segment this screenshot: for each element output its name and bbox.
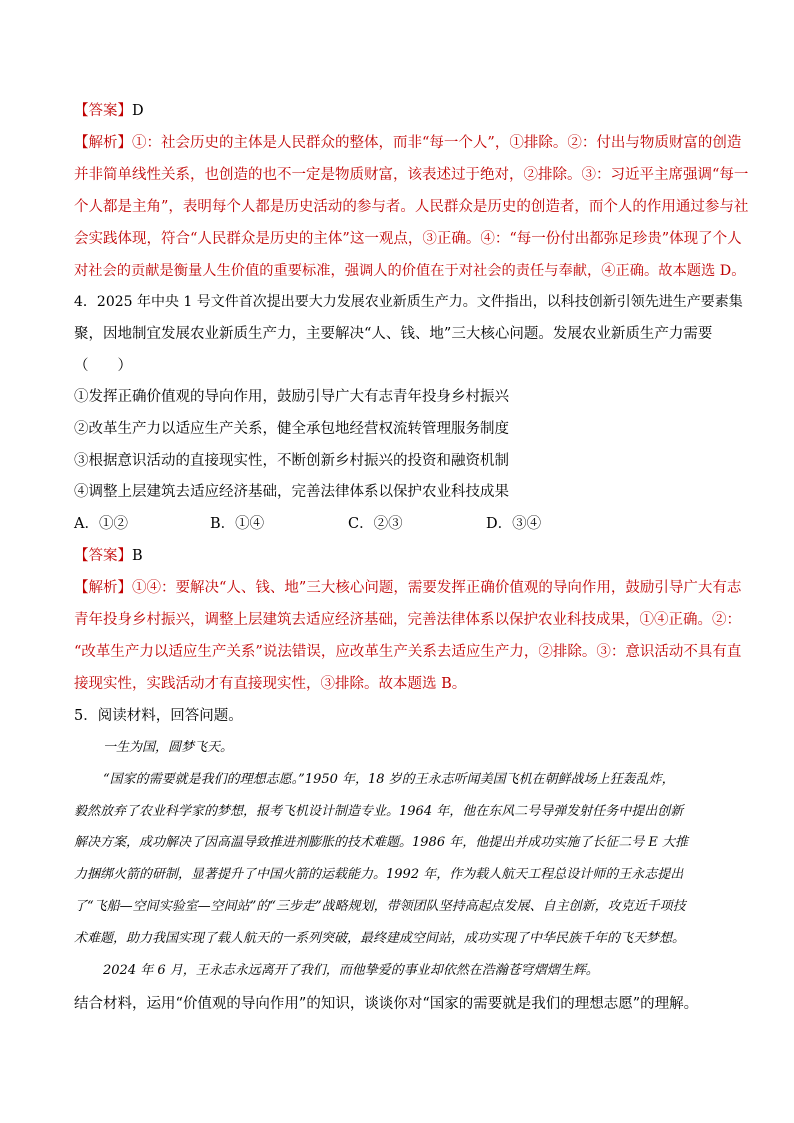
q4-option-a: A．①② bbox=[74, 516, 128, 532]
q4-analysis-line-3: “改革生产力以适应生产关系”说法错误，应改革生产关系去适应生产力，②排除。③：意识活动不具有直 bbox=[74, 644, 742, 660]
q4-stem-line-1: 4．2025 年中央 1 号文件首次提出要大力发展农业新质生产力。文件指出，以科技创新引领先进生产要素集 bbox=[74, 294, 743, 310]
answer-value: D bbox=[132, 103, 144, 119]
q4-stem-line-2: 聚，因地制宜发展农业新质生产力，主要解决“人、钱、地”三大核心问题。发展农业新质生产力需要 bbox=[74, 326, 713, 342]
q5-material-line-3: 解决方案，成功解决了因高温导致推进剂膨胀的技术难题。1986 年，他提出并成功实施了长征二号 E 大推 bbox=[74, 835, 688, 850]
q5-material-line-5: 了“飞船—空间实验室—空间站”的“三步走”战略规划，带领团队坚持高起点发展、自主创新，攻克近千项技 bbox=[74, 899, 686, 914]
q3-analysis-line-3: 个人都是主角”，表明每个人都是历史活动的参与者。人民群众是历史的创造者，而个人的作用通过参与社 bbox=[74, 199, 749, 215]
q5-material-last: 2024 年 6 月，王永志永远离开了我们，而他挚爱的事业却依然在浩瀚苍穹熠熠生辉。 bbox=[103, 963, 599, 978]
q4-statement-2: ②改革生产力以适应生产关系，健全承包地经营权流转管理服务制度 bbox=[74, 421, 509, 437]
q4-option-d: D．③④ bbox=[486, 516, 542, 532]
q4-analysis-line-1 bbox=[74, 578, 741, 598]
q4-statement-4: ④调整上层建筑去适应经济基础，完善法律体系以保护农业科技成果 bbox=[74, 484, 509, 500]
q4-stem-blank: （ ） bbox=[74, 358, 132, 374]
q5-material-line-6: 术难题，助力我国实现了载人航天的一系列突破，最终建成空间站，成功实现了中华民族千年的飞天梦想。 bbox=[74, 931, 686, 946]
q5-material-line-1: “国家的需要就是我们的理想志愿。”1950 年，18 岁的王永志听闻美国飞机在朝鲜战场上狂轰乱炸， bbox=[103, 772, 675, 787]
q5-material-title: 一生为国，圆梦飞天。 bbox=[103, 740, 234, 755]
q4-statement-3: ③根据意识活动的直接现实性，不断创新乡村振兴的投资和融资机制 bbox=[74, 453, 509, 469]
analysis-tag: 【解析】 bbox=[74, 580, 132, 596]
q4-option-b: B．①④ bbox=[210, 516, 265, 532]
answer-tag: 【答案】 bbox=[74, 103, 132, 119]
answer-value: B bbox=[132, 548, 143, 564]
analysis-tag: 【解析】 bbox=[74, 135, 132, 151]
q4-statement-1: ①发挥正确价值观的导向作用，鼓励引导广大有志青年投身乡村振兴 bbox=[74, 389, 509, 405]
answer-tag: 【答案】 bbox=[74, 548, 132, 564]
q4-analysis-line-4: 接现实性，实践活动才有直接现实性，③排除。故本题选 B。 bbox=[74, 676, 467, 692]
q5-material-line-4: 力捆绑火箭的研制，显著提升了中国火箭的运载能力。1992 年，作为载人航天工程总设计师的王永志提出 bbox=[74, 867, 684, 882]
q5-question: 结合材料，运用“价值观的导向作用”的知识，谈谈你对“国家的需要就是我们的理想志愿”的理解。 bbox=[74, 996, 699, 1012]
q3-analysis-line-5: 对社会的贡献是衡量人生价值的重要标准，强调人的价值在于对社会的责任与奉献，④正确。故本题选 D。 bbox=[74, 263, 746, 279]
q3-analysis-line-1 bbox=[74, 133, 741, 153]
q5-material-line-2: 毅然放弃了农业科学家的梦想，报考飞机设计制造专业。1964 年，他在东风二号导弹发射任务中提出创新 bbox=[74, 804, 684, 819]
q5-stem: 5．阅读材料，回答问题。 bbox=[74, 708, 243, 724]
q3-analysis-line-4: 会实践体现，符合“人民群众是历史的主体”这一观点，③正确。④：“每一份付出都弥足珍贵”体现了个人 bbox=[74, 231, 742, 247]
analysis-text: ①：社会历史的主体是人民群众的整体，而非“每一个人”，①排除。②：付出与物质财富的创造 bbox=[132, 135, 742, 151]
analysis-text: ①④：要解决“人、钱、地”三大核心问题，需要发挥正确价值观的导向作用，鼓励引导广大有志 bbox=[132, 580, 742, 596]
q3-analysis-line-2: 并非简单线性关系，也创造的也不一定是物质财富，该表述过于绝对，②排除。③：习近平主席强调“每一 bbox=[74, 167, 749, 183]
q4-option-c: C．②③ bbox=[348, 516, 403, 532]
q4-answer-line bbox=[74, 546, 143, 566]
q4-analysis-line-2: 青年投身乡村振兴，调整上层建筑去适应经济基础，完善法律体系以保护农业科技成果，①④正确。②： bbox=[74, 612, 741, 628]
q3-answer-line bbox=[74, 101, 144, 121]
